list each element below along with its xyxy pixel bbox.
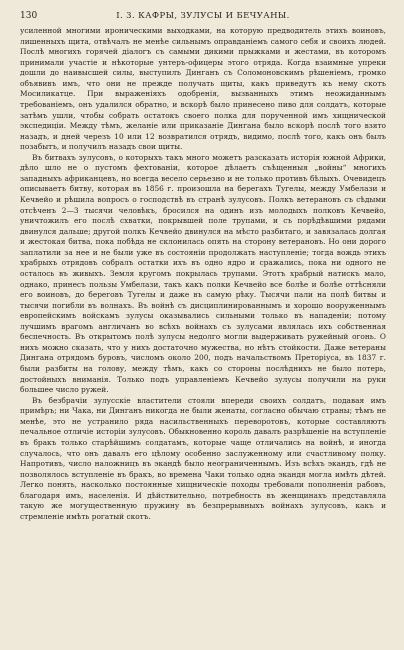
page-body <box>20 26 386 644</box>
paragraph: усиленной многими ироническими выходками, на которую предводитель этихъ воиновъ, лишенныхъ щита, отвѣчалъ не менѣе сильнымъ оправданіемъ самого себя и своихъ людей. Послѣ многихъ горячей діалогъ съ самыми дикими прыжками и жестами, въ которомъ принимали участіе и нѣкоторые унтеръ-офицеры этого отряда. Когда взаимные упреки дошли до наивысшей силы, выступилъ Динганъ съ Соломоновскимъ рѣшеніемъ, громко объявивъ имъ, что они не прежде получать щиты, какъ приведутъ къ нему скотъ Мосиликатце. При выраженіяхъ одобренія, вызванныхъ этимъ неожиданнымъ требованіемъ, онъ удалился обратно, и вскорѣ было принесено пиво для солдатъ, которые затѣмъ ушли, чтобы собрать остатокъ своего полка для порученной имъ хищнической экспедиціи. Между тѣмъ, желаніе или приказаніе Дингана было вскорѣ послѣ того взято назадъ, и дней черезъ 10 или 12 возвратился отрядъ, видимо, послѣ того, какъ онъ былъ позабытъ, и получилъ назадъ свои щиты. <box>20 26 386 152</box>
page-number: 130 <box>20 11 38 21</box>
paragraph: Въ безбрачіи зулусскіе властители стояли впереди своихъ солдатъ, подавая имъ примѣръ; ни Чака, ни Динганъ никогда не были женаты, согласно обычаю страны; тѣмъ не менѣе, это не устранило ряда насильственныхъ переворотовъ, которые составляютъ печальное отличіе исторіи зулусовъ. Обыкновенно король давалъ разрѣшеніе на вступленіе въ бракъ только старѣйшимъ солдатамъ, которые чаще отличались на войнѣ, и иногда случалось, что онъ давалъ его цѣлому особенно заслуженному или счастливому полку. Напротивъ, число наложницъ въ экандѣ было неограниченнымъ. Изъ всѣхъ экандъ, гдѣ не позволялось вступленіе въ бракъ, во времена Чаки только одна экандя могла имѣть дѣтей. Легко понять, насколько постоянные хищническіе походы требовали пополненія рабовъ, благодаря имъ, населенія. И дѣйствительно, потребность въ женщинахъ представляла такую же могущественную пружину въ безпрерывныхъ войнахъ зулусовъ, какъ и стремленіе имѣть рогатый скотъ. <box>20 395 386 521</box>
chapter-title: I. 3. КАФРЫ, ЗУЛУСЫ И БЕЧУАНЫ. <box>116 11 290 21</box>
paragraph: Въ битвахъ зулусовъ, о которыхъ такъ много можетъ разсказать исторія южной Африки, дѣло шло не о пустомъ фехтованіи, которое дѣлаетъ съѣщенныя „войны“ многихъ западныхъ африканцевъ, но всегда весело серьезно и не только противъ бѣлыхъ. Очевидецъ описываетъ битву, которая въ 1856 г. произошла на берегахъ Тугелы, между Умбелази и Кечвейо и рѣшила вопросъ о господствѣ въ странѣ зулусовъ. Полкъ ветерановъ съ сѣдыми отсѣченъ 2—3 тысячи человѣкъ, бросился на одинъ изъ молодыхъ полковъ Кечвейо, уничтожилъ его послѣ схватки, покрывшей поле трупами, и съ порѣдѣвшими рядами двинулся дальше; другой полкъ Кечвейо двинулся на мѣсто разбитаго, и завязалась долгая и жестокая битва, пока побѣда не склонилась опять на сторону ветерановъ. Но они дорого заплатили за нее и не были уже въ состояніи продолжать наступленіе; тогда вождь этихъ храбрыхъ отрядовъ собралъ остатки ихъ въ одно ядро и сражались, пока ни одного не осталось въ живыхъ. Земля кругомъ покрылась трупами. Этотъ храбрый натискъ мало, однако, принесъ пользы Умбелази, такъ какъ полки Кечвейо все болѣе и болѣе оттѣсняли его воиновъ, до береговъ Тугелы и даже въ самую рѣку. Тысячи пали на полѣ битвы и тысячи погибли въ волнахъ. Въ войнѣ съ дисциплинированнымъ и хорошо вооруженнымъ европейскимъ войскамъ зулусы оказывались сильными только въ нападеніи; потому лучшимъ врагомъ англичанъ во всѣхъ войнахъ съ зулусами являлась ихъ собственная беспечность. Въ открытомъ полѣ зулусы недолго могли выдерживать ружейный огонь. О нихъ можно сказать, что у нихъ достаточно мужества, но нѣтъ стойкости. Даже ветераны Дингана отрядомъ буровъ, числомъ около 200, подъ начальствомъ Преторіуса, въ 1837 г. были разбиты на голову, между тѣмъ, какъ со стороны послѣднихъ не было потерь, достойныхъ вниманія. Только подъ управленіемъ Кечвейо зулусы получили на руки большее число ружей. <box>20 152 386 395</box>
running-header <box>20 9 386 23</box>
